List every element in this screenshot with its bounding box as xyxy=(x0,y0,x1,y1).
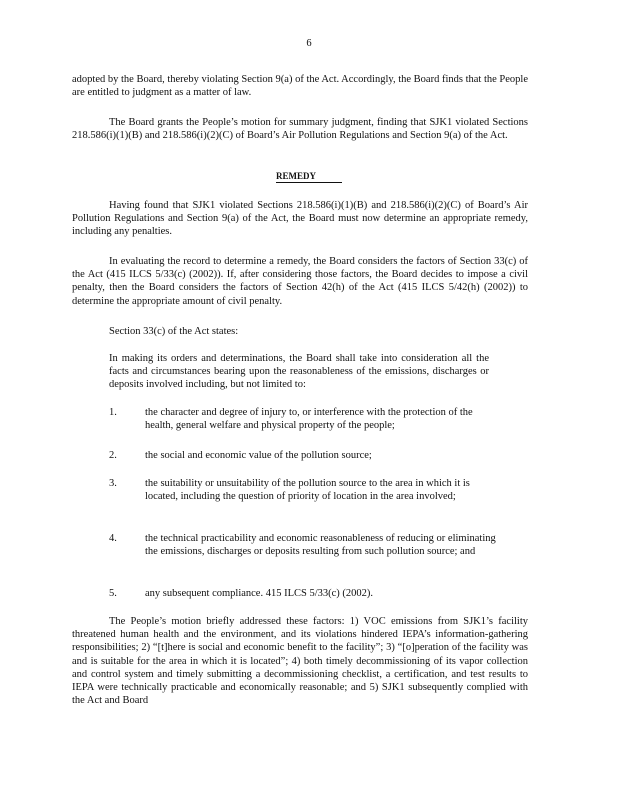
list-item-number: 5. xyxy=(109,588,117,599)
list-item-number: 1. xyxy=(109,407,117,418)
list-item-number: 3. xyxy=(109,478,117,489)
paragraph-section-33c-lead: Section 33(c) of the Act states: xyxy=(109,326,239,337)
heading-text: REMEDY xyxy=(276,171,342,183)
list-item-number: 2. xyxy=(109,450,117,461)
block-quote: In making its orders and determinations, the Board shall take into consideration all the facts and circumstances bearing upon the reasonableness of the emissions, discharges or deposits involved including, but not limited to: xyxy=(109,353,489,391)
list-item-text: any subsequent compliance. 415 ILCS 5/33(c) (2002). xyxy=(145,588,374,599)
list-item-text: the social and economic value of the pollution source; xyxy=(145,450,372,461)
paragraph-conclusion: adopted by the Board, thereby violating Section 9(a) of the Act. Accordingly, the Board finds that the People are entitled to judgment as a matter of law. xyxy=(72,74,528,99)
list-item-text: the character and degree of injury to, or interference with the protection of the health, general welfare and physical property of the people; xyxy=(145,407,473,432)
paragraph-evaluating-record: In evaluating the record to determine a remedy, the Board considers the factors of Section 33(c) of the Act (415 ILCS 5/33(c) (2002)). If, after considering those factors, the Board decides to impose a civil penalty, then the Board considers the factors of Section 42(h) of the Act (415 ILCS 5/42(h) (2002)) to determine the appropriate amount of civil penalty. xyxy=(72,256,528,307)
paragraph-summary-judgment: The Board grants the People’s motion for summary judgment, finding that SJK1 violated Sections 218.586(i)(1)(B) and 218.586(i)(2)(C) of Board’s Air Pollution Regulations and Section 9(a) of the Act. xyxy=(72,117,528,142)
list-item-number: 4. xyxy=(109,533,117,544)
section-heading-remedy xyxy=(0,170,618,183)
list-item-text: the suitability or unsuitability of the pollution source to the area in which it is located, including the question of priority of location in the area involved; xyxy=(145,478,470,503)
paragraph-peoples-motion: The People’s motion briefly addressed these factors: 1) VOC emissions from SJK1’s facility threatened human health and the environment, and its violations hindered IEPA’s information-gathering responsibilities; 2) “[t]here is social and economic benefit to the facility”; 3) “[o]peration of the facility was and is suitable for the area in which it is located”; 4) both timely decommissioning of its vapor collection and control system and timely submitting a decommissioning checklist, a certification, and test results to IEPA were technically practicable and economically reasonable; and 5) SJK1 subsequently complied with the Act and Board xyxy=(72,616,528,707)
list-item-text: the technical practicability and economic reasonableness of reducing or eliminating the emissions, discharges or deposits resulting from such pollution source; and xyxy=(145,533,496,558)
paragraph-remedy-intro: Having found that SJK1 violated Sections 218.586(i)(1)(B) and 218.586(i)(2)(C) of Board’s Air Pollution Regulations and Section 9(a) of the Act, the Board must now determine an appropriate remedy, including any penalties. xyxy=(72,200,528,238)
page-number: 6 xyxy=(306,38,312,49)
